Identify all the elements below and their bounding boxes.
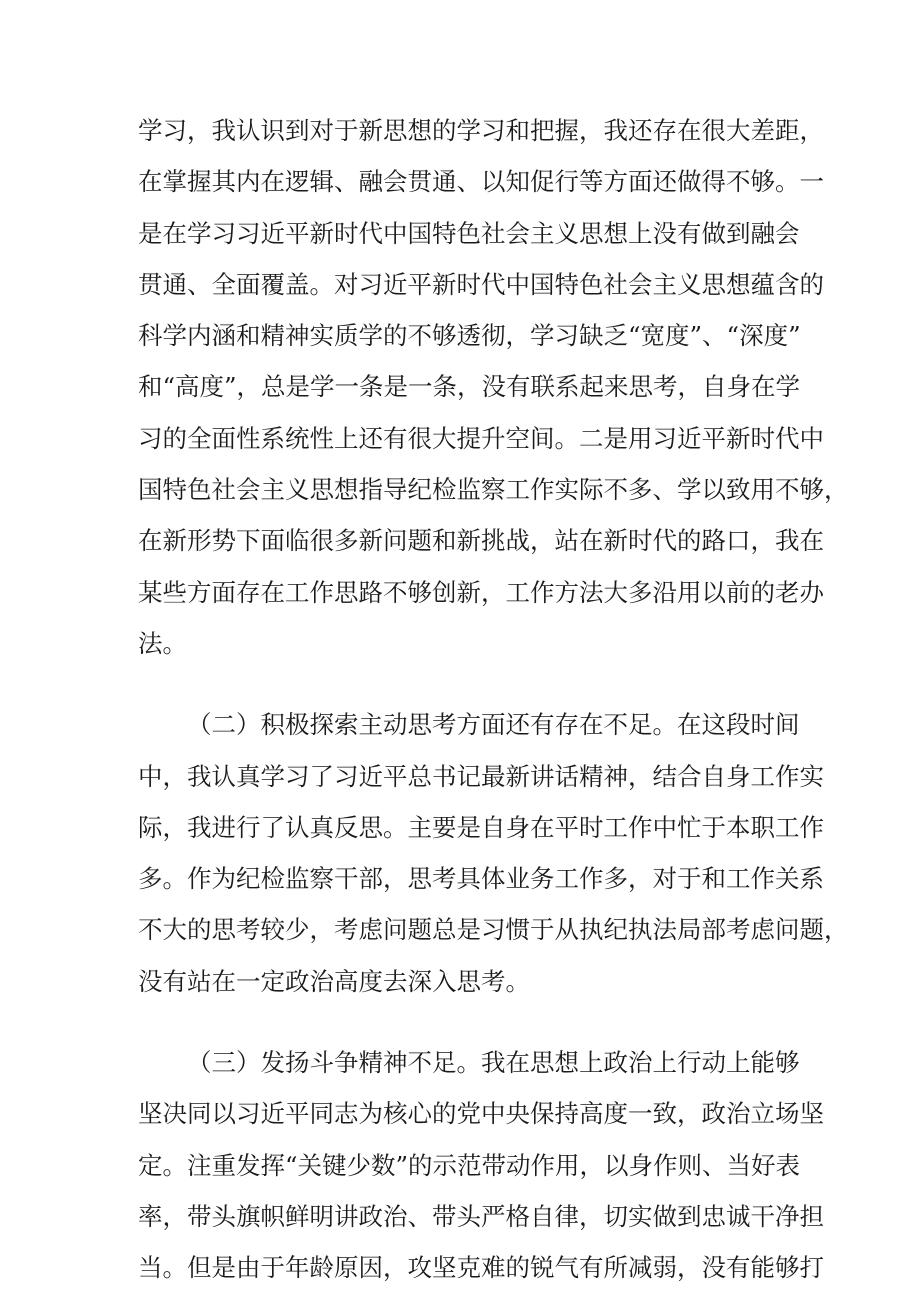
paragraph-spacer — [138, 1007, 788, 1037]
document-body — [138, 105, 849, 1294]
text-line: 坚决同以习近平同志为核心的党中央保持高度一致，政治立场坚 — [138, 1099, 824, 1129]
paragraph-2 — [138, 699, 849, 1007]
text-line: 没有站在一定政治高度去深入思考。 — [138, 966, 530, 996]
text-line: 学习，我认识到对于新思想的学习和把握，我还存在很大差距， — [138, 116, 824, 145]
text-line: 际，我进行了认真反思。主要是自身在平时工作中忙于本职工作 — [138, 812, 824, 842]
text-line: 中，我认真学习了习近平总书记最新讲话精神，结合自身工作实 — [138, 761, 824, 791]
text-line: 在新形势下面临很多新问题和新挑战，站在新时代的路口，我在 — [138, 526, 824, 556]
text-line: 定。注重发挥“关键少数”的示范带动作用，以身作则、当好表 — [138, 1150, 801, 1180]
text-line: 和“高度”，总是学一条是一条，没有联系起来思考，自身在学 — [138, 372, 801, 402]
text-line: 当。但是由于年龄原因，攻坚克难的锐气有所减弱，没有能够打 — [138, 1253, 824, 1283]
text-line: 科学内涵和精神实质学的不够透彻，学习缺乏“宽度”、“深度” — [138, 321, 801, 351]
paragraph-spacer — [138, 669, 788, 699]
text-line: 不大的思考较少，考虑问题总是习惯于从执纪执法局部考虑问题， — [138, 915, 849, 945]
text-line-indented: （二）积极探索主动思考方面还有存在不足。在这段时间 — [187, 710, 800, 740]
text-line: 法。 — [138, 628, 187, 658]
text-line: 某些方面存在工作思路不够创新，工作方法大多沿用以前的老办 — [138, 577, 824, 607]
text-line: 在掌握其内在逻辑、融会贯通、以知促行等方面还做得不够。一 — [138, 167, 824, 197]
text-line: 率，带头旗帜鲜明讲政治、带头严格自律，切实做到忠诚干净担 — [138, 1201, 824, 1231]
paragraph-continued — [138, 105, 849, 669]
text-line: 国特色社会主义思想指导纪检监察工作实际不多、学以致用不够， — [138, 475, 849, 505]
text-line: 习的全面性系统性上还有很大提升空间。二是用习近平新时代中 — [138, 423, 824, 453]
text-line: 多。作为纪检监察干部，思考具体业务工作多，对于和工作关系 — [138, 864, 824, 894]
text-line: 贯通、全面覆盖。对习近平新时代中国特色社会主义思想蕴含的 — [138, 269, 824, 299]
paragraph-3 — [138, 1037, 824, 1293]
text-line-indented: （三）发扬斗争精神不足。我在思想上政治上行动上能够 — [187, 1048, 800, 1078]
text-line: 是在学习习近平新时代中国特色社会主义思想上没有做到融会 — [138, 218, 800, 248]
